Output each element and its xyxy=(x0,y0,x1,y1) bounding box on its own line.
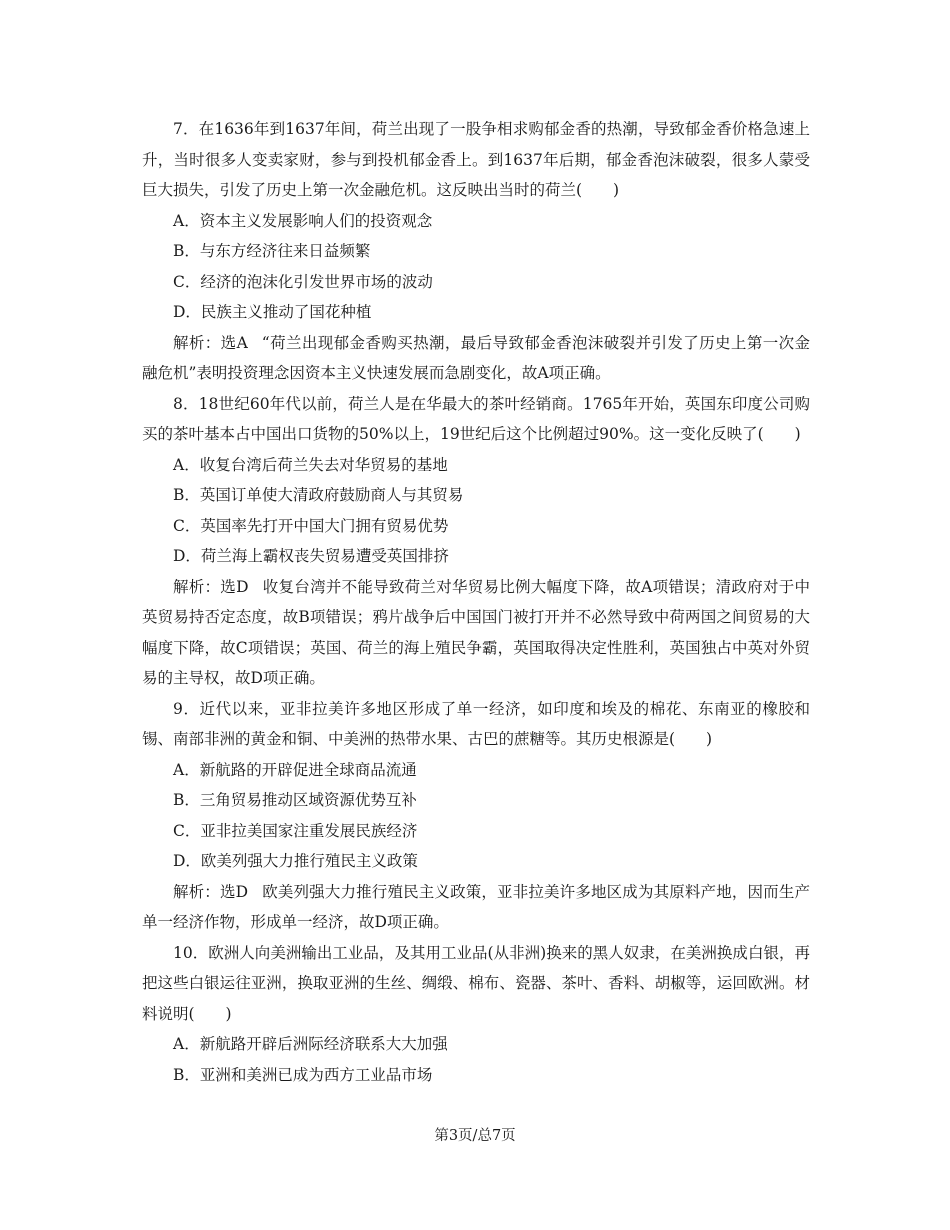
page-number-footer: 第3页/总7页 xyxy=(434,1128,516,1144)
question-10-stem: 10．欧洲人向美洲输出工业品，及其用工业品(从非洲)换来的黑人奴隶，在美洲换成白银，再把这些白银运往亚洲，换取亚洲的生丝、绸缎、棉布、瓷器、茶叶、香料、胡椒等，运回欧洲。材料说明( ) xyxy=(142,943,810,1023)
question-9-option-a: A．新航路的开辟促进全球商品流通 xyxy=(173,760,417,779)
question-8-option-d: D．荷兰海上霸权丧失贸易遭受英国排挤 xyxy=(173,547,449,565)
question-list xyxy=(142,114,810,1090)
question-7-option-c: C．经济的泡沫化引发世界市场的波动 xyxy=(173,272,433,291)
question-10-option-b: B．亚洲和美洲已成为西方工业品市场 xyxy=(173,1065,433,1084)
analysis-text: 欧美列强大力推行殖民主义政策，亚非拉美许多地区成为其原料产地，因而生产单一经济作物，形成单一经济，故D项正确。 xyxy=(142,882,810,931)
question-9-option-b: B．三角贸易推动区域资源优势互补 xyxy=(173,791,417,809)
question-8-option-b: B．英国订单使大清政府鼓励商人与其贸易 xyxy=(173,486,464,504)
analysis-label: 解析：选D xyxy=(173,577,249,596)
question-9-option-d: D．欧美列强大力推行殖民主义政策 xyxy=(173,852,418,870)
question-9-analysis xyxy=(142,877,810,938)
question-7-analysis xyxy=(142,328,810,389)
question-9-stem: 9．近代以来，亚非拉美许多地区形成了单一经济，如印度和埃及的棉花、东南亚的橡胶和锡、南部非洲的黄金和铜、中美洲的热带水果、古巴的蔗糖等。其历史根源是( ) xyxy=(142,699,810,748)
question-7-option-b: B．与东方经济往来日益频繁 xyxy=(173,242,371,260)
question-8-stem: 8．18世纪60年代以前，荷兰人是在华最大的茶叶经销商。1765年开始，英国东印度公司购买的茶叶基本占中国出口货物的50%以上，19世纪后这个比例超过90%。这一变化反映了( ) xyxy=(142,394,810,443)
question-8-analysis xyxy=(142,572,810,694)
analysis-text: 收复台湾并不能导致荷兰对华贸易比例大幅度下降，故A项错误；清政府对于中英贸易持否定态度，故B项错误；鸦片战争后中国国门被打开并不必然导致中荷两国之间贸易的大幅度下降，故C项错误；英国、荷兰的海上殖民争霸，英国取得决定性胜利，英国独占中英对外贸易的主导权，故D项正确。 xyxy=(142,577,810,687)
question-9-option-c: C．亚非拉美国家注重发展民族经济 xyxy=(173,821,418,840)
analysis-text: “荷兰出现郁金香购买热潮，最后导致郁金香泡沫破裂并引发了历史上第一次金融危机”表明投资理念因资本主义快速发展而急剧变化，故A项正确。 xyxy=(142,333,810,382)
question-7-option-d: D．民族主义推动了国花种植 xyxy=(173,303,372,321)
question-7-stem: 7．在1636年到1637年间，荷兰出现了一股争相求购郁金香的热潮，导致郁金香价格急速上升，当时很多人变卖家财，参与到投机郁金香上。到1637年后期，郁金香泡沫破裂，很多人蒙受巨大损失，引发了历史上第一次金融危机。这反映出当时的荷兰( ) xyxy=(142,120,810,199)
question-8-option-a: A．收复台湾后荷兰失去对华贸易的基地 xyxy=(173,455,448,474)
analysis-label: 解析：选A xyxy=(173,333,248,352)
question-8-option-c: C．英国率先打开中国大门拥有贸易优势 xyxy=(173,516,449,535)
question-10-option-a: A．新航路开辟后洲际经济联系大大加强 xyxy=(173,1035,448,1053)
question-7-option-a: A．资本主义发展影响人们的投资观念 xyxy=(173,211,433,230)
analysis-label: 解析：选D xyxy=(173,882,249,901)
